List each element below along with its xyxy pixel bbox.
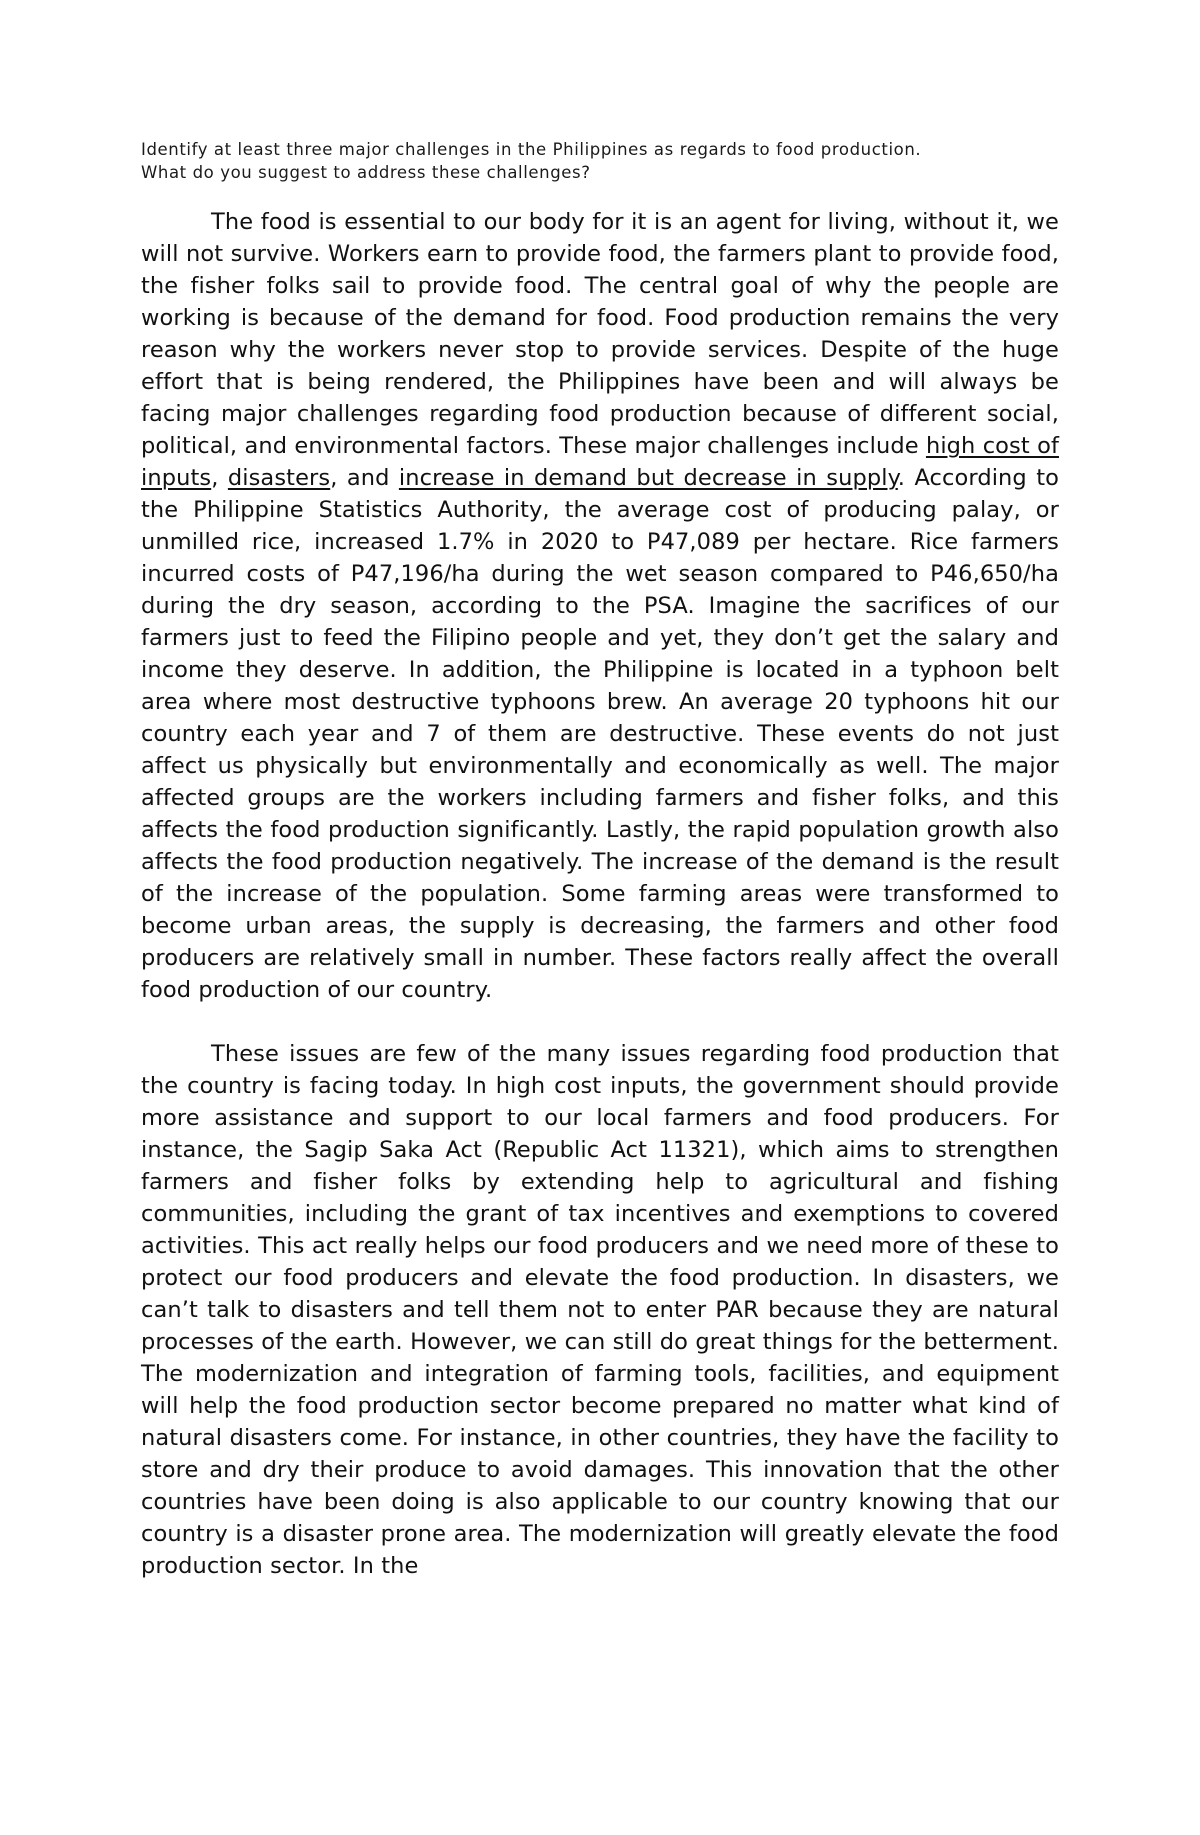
paragraph-challenges	[141, 206, 1059, 1006]
separator: ,	[211, 465, 228, 491]
prompt-line-2: What do you suggest to address these challenges?	[141, 163, 591, 182]
paragraph-1-intro: The food is essential to our body for it is an agent for living, without it, we will not survive. Workers earn to provide food, the farmers plant to provide food, the fisher folks sail to provide food. The central goal of why the people are working is because of the demand for food. Food production remains the very reason why the workers never stop to provide services. Despite of the huge effort that is being rendered, the Philippines have been and will always be facing major challenges regarding food production because of different social, political, and environmental factors. These major challenges include	[141, 209, 1059, 459]
document-body	[141, 138, 1059, 1582]
prompt-line-1: Identify at least three major challenges in the Philippines as regards to food production.	[141, 140, 922, 159]
challenge-demand-supply: increase in demand but decrease in supply	[398, 465, 898, 491]
challenge-high-cost-of-inputs: high cost of inputs	[141, 433, 1059, 491]
paragraph-suggestions: These issues are few of the many issues regarding food production that the country is facing today. In high cost inputs, the government should provide more assistance and support to our local farmers and food producers. For instance, the Sagip Saka Act (Republic Act 11321), which aims to strengthen farmers and fisher folks by extending help to agricultural and fishing communities, including the grant of tax incentives and exemptions to covered activities. This act really helps our food producers and we need more of these to protect our food producers and elevate the food production. In disasters, we can’t talk to disasters and tell them not to enter PAR because they are natural processes of the earth. However, we can still do great things for the betterment. The modernization and integration of farming tools, facilities, and equipment will help the food production sector become prepared no matter what kind of natural disasters come. For instance, in other countries, they have the facility to store and dry their produce to avoid damages. This innovation that the other countries have been doing is also applicable to our country knowing that our country is a disaster prone area. The modernization will greatly elevate the food production sector. In the	[141, 1041, 1059, 1579]
essay-prompt	[141, 138, 1059, 184]
paragraph-1-rest: . According to the Philippine Statistics Authority, the average cost of producing palay, or unmilled rice, increased 1.7% in 2020 to P47,089 per hectare. Rice farmers incurred costs of P47,196/ha during the wet season compared to P46,650/ha during the dry season, according to the PSA. Imagine the sacrifices of our farmers just to feed the Filipino people and yet, they don’t get the salary and income they deserve. In addition, the Philippine is located in a typhoon belt area where most destructive typhoons brew. An average 20 typhoons hit our country each year and 7 of them are destructive. These events do not just affect us physically but environmentally and economically as well. The major affected groups are the workers including farmers and fisher folks, and this affects the food production significantly. Lastly, the rapid population growth also affects the food production negatively. The increase of the demand is the result of the increase of the population. Some farming areas were transformed to become urban areas, the supply is decreasing, the farmers and other food producers are relatively small in number. These factors really affect the overall food production of our country.	[141, 465, 1059, 1003]
separator: , and	[330, 465, 399, 491]
challenge-disasters: disasters	[227, 465, 331, 491]
